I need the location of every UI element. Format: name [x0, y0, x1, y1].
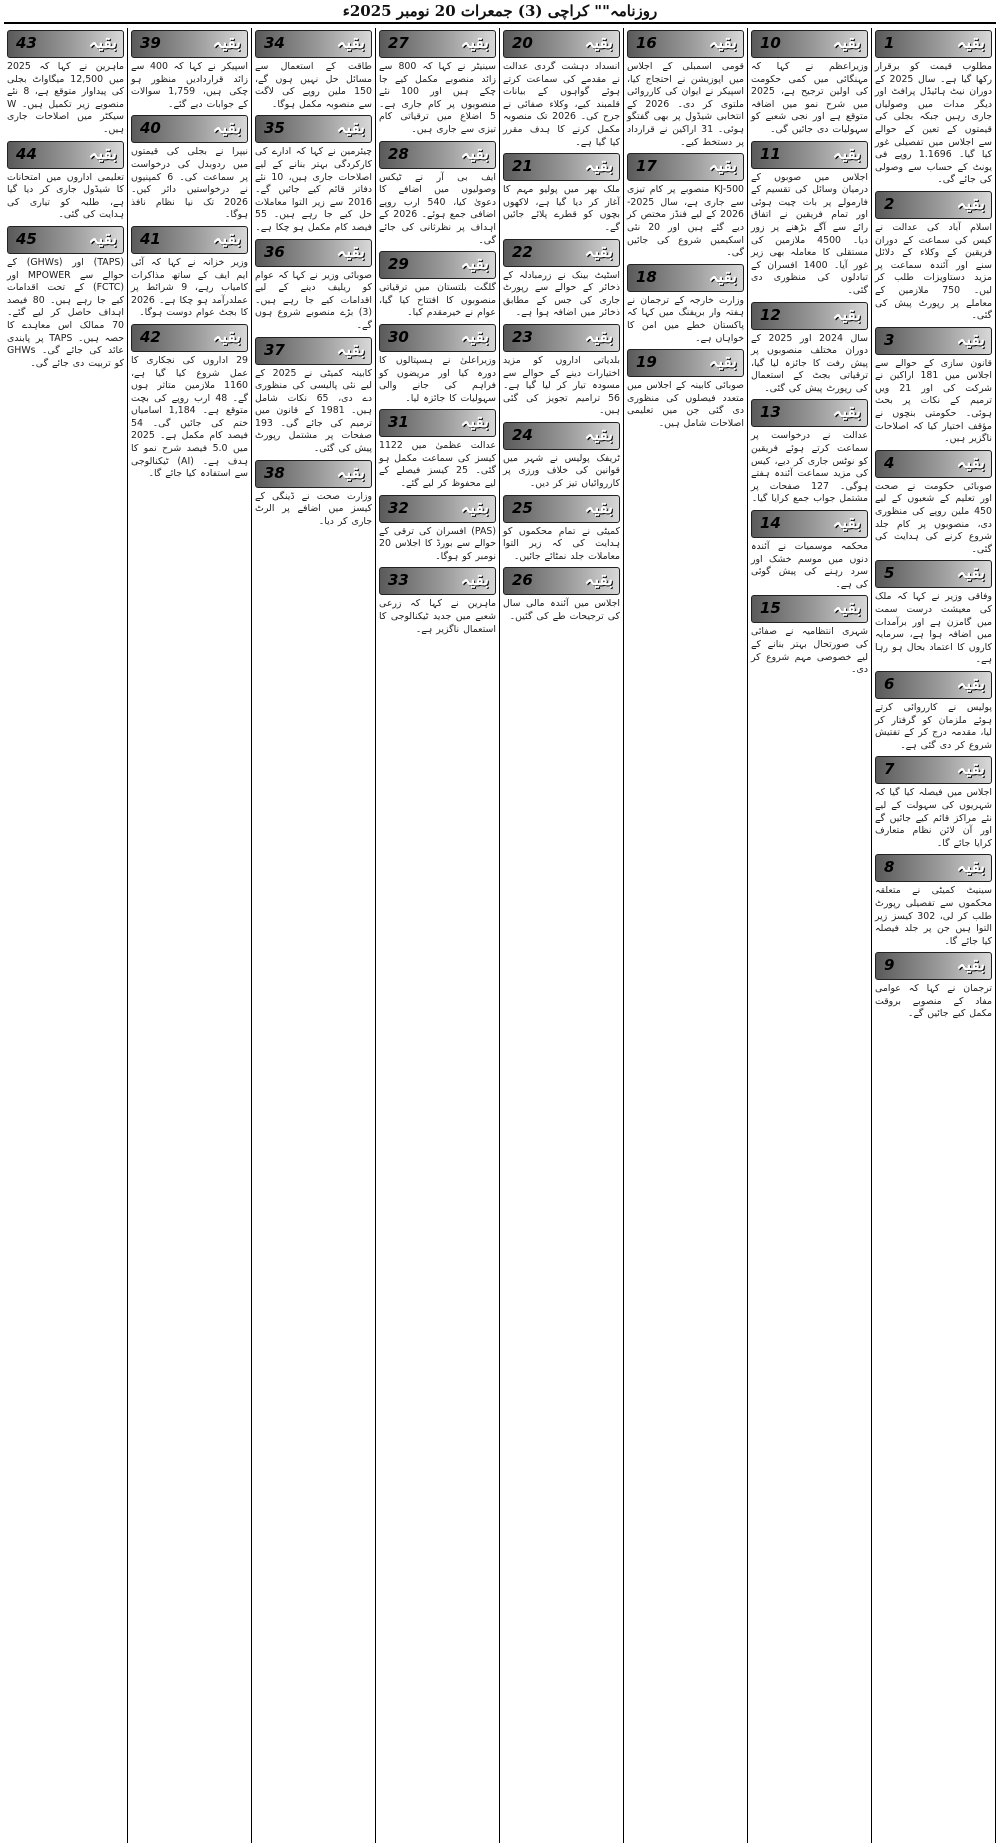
continuation-number: 25 [512, 498, 533, 517]
continuation-tag [503, 567, 620, 595]
continuation-label: بقیہ [956, 673, 985, 694]
continuation-label: بقیہ [584, 570, 613, 591]
continuation-number: 27 [388, 34, 409, 52]
continuation-number: 44 [16, 144, 37, 163]
continuation-text: قومی اسمبلی کے اجلاس میں اپوزیشن نے احتجاج کیا، اسپیکر نے ایوان کی کارروائی ملتوی کر دی۔ 2026 کے انتخابی شیڈول پر بھی گفتگو ہوئی۔ 31 اراکین نے قرارداد پر دستخط کیے۔ [627, 61, 745, 148]
continuation-text: اجلاس میں آئندہ مالی سال کی ترجیحات طے کی گئیں۔ [503, 598, 620, 623]
continuation-tag [379, 251, 496, 279]
continuation-text: صوبائی حکومت نے صحت اور تعلیم کے شعبوں کے لیے 450 ملین روپے کی منظوری دی، منصوبوں پر کام جلد شروع کرنے کی ہدایت کی گئی۔ [875, 480, 992, 555]
continuation-number: 6 [884, 674, 895, 693]
continuation-label: بقیہ [460, 326, 489, 347]
continuation-number: 3 [884, 330, 895, 349]
continuation-number: 11 [760, 144, 781, 163]
continuation-label: بقیہ [88, 143, 117, 164]
continuation-number: 45 [16, 229, 37, 248]
continuation-item [7, 141, 124, 222]
continuation-text: وزارت خارجہ کے ترجمان نے ہفتہ وار بریفنگ میں کہا کہ پاکستان خطے میں امن کا خواہاں ہے۔ [627, 294, 744, 344]
continuation-text: وفاقی وزیر نے کہا کہ ملک کی معیشت درست سمت میں گامزن ہے اور برآمدات میں اضافہ ہوا ہے، سرمایہ کاروں کا اعتماد بحال ہو رہا ہے۔ [875, 591, 992, 666]
continuation-item [131, 115, 248, 222]
continuation-text: طاقت کے استعمال سے مسائل حل نہیں ہوں گے، 150 ملین روپے کی لاگت سے منصوبہ مکمل ہوگا۔ [255, 61, 372, 110]
continuation-label: بقیہ [956, 759, 985, 780]
continuation-label: بقیہ [460, 254, 489, 275]
continuation-item [751, 510, 868, 591]
continuation-label: بقیہ [832, 598, 861, 619]
continuation-tag [627, 349, 744, 377]
continuation-item [875, 191, 992, 323]
continuation-label: بقیہ [212, 326, 241, 347]
continuation-item [379, 495, 496, 564]
continuation-item [627, 264, 744, 345]
continuation-number: 43 [16, 34, 37, 52]
continuation-item [503, 422, 620, 491]
continuation-number: 23 [512, 327, 533, 346]
continuation-label: بقیہ [584, 156, 613, 177]
continuation-label: بقیہ [212, 228, 241, 249]
continuation-text: اسٹیٹ بینک نے زرمبادلہ کے ذخائر کے حوالے سے رپورٹ جاری کی جس کے مطابق ذخائر میں اضافہ ہوا ہے۔ [503, 269, 620, 319]
column [127, 28, 251, 1843]
continuation-item [379, 567, 496, 636]
continuation-item [379, 30, 496, 137]
continuation-label: بقیہ [460, 412, 489, 433]
continuation-item [255, 460, 372, 529]
continuation-text: وزیر خزانہ نے کہا کہ آئی ایم ایف کے ساتھ مذاکرات کامیاب رہے، 9 شرائط پر عملدرآمد ہو چکا ہے۔ 2026 کا بجٹ عوام دوست ہوگا۔ [131, 256, 248, 319]
continuation-tag [131, 324, 248, 352]
continuation-text: کمیٹی نے تمام محکموں کو ہدایت کی کہ زیر التوا معاملات جلد نمٹائے جائیں۔ [503, 525, 620, 562]
continuation-text: نیپرا نے بجلی کی قیمتوں میں ردوبدل کی درخواست پر سماعت کی۔ 6 کمپنیوں نے درخواستیں دائر کیں۔ 2026 تک نیا نظام نافذ ہوگا۔ [131, 146, 248, 221]
continuation-text: اسپیکر نے کہا کہ 400 سے زائد قراردادیں منظور ہو چکی ہیں، 1,759 سوالات کے جوابات دیے گئے۔ [131, 61, 248, 110]
continuation-tag [255, 115, 372, 143]
continuation-number: 13 [760, 403, 781, 422]
continuation-label: بقیہ [460, 143, 489, 164]
continuation-number: 15 [760, 599, 781, 618]
continuation-text: ماہرین نے کہا کہ زرعی شعبے میں جدید ٹیکنالوجی کا استعمال ناگزیر ہے۔ [379, 598, 496, 635]
continuation-item [131, 226, 248, 320]
continuation-item [875, 952, 992, 1021]
continuation-text: چیئرمین نے کہا کہ ادارے کی کارکردگی بہتر بنانے کے لیے اصلاحات جاری ہیں، 10 نئے دفاتر قائم کیے جائیں گے۔ 2016 سے زیر التوا معاملات حل کیے جا رہے ہیں۔ 55 فیصد کام مکمل ہو چکا ہے۔ [255, 146, 372, 233]
continuation-text: قانون سازی کے حوالے سے اجلاس میں 181 اراکین نے شرکت کی اور 21 ویں ترمیم کے نکات پر بحث ہوئی۔ حکومتی بنچوں نے مؤقف اختیار کیا کہ اصلاحات ناگزیر ہیں۔ [875, 357, 992, 445]
continuation-tag [875, 854, 992, 882]
continuation-text: ماہرین نے کہا کہ 2025 میں 12,500 میگاواٹ بجلی کی پیداوار متوقع ہے، 8 نئے منصوبے زیر تکمیل ہیں۔ W سیکٹر میں اصلاحات جاری ہیں۔ [7, 61, 125, 135]
column [251, 28, 375, 1843]
continuation-label: بقیہ [956, 857, 985, 878]
continuation-tag [131, 115, 248, 143]
continuation-label: بقیہ [460, 33, 489, 53]
continuation-tag [131, 226, 248, 254]
continuation-item [379, 141, 496, 248]
continuation-label: بقیہ [584, 326, 613, 347]
continuation-text: پولیس نے کارروائی کرتے ہوئے ملزمان کو گرفتار کر لیا، مقدمہ درج کر کے تفتیش شروع کر دی گئی ہے۔ [875, 701, 992, 751]
continuation-label: بقیہ [956, 329, 985, 350]
continuation-label: بقیہ [212, 118, 241, 139]
continuation-item [7, 226, 124, 370]
continuation-tag [379, 567, 496, 595]
continuation-tag [875, 450, 992, 478]
continuation-item [131, 324, 248, 481]
continuation-item [875, 756, 992, 850]
continuation-label: بقیہ [88, 228, 117, 249]
continuation-item [503, 567, 620, 623]
continuation-item [627, 30, 744, 149]
continuation-label: بقیہ [584, 497, 613, 518]
continuation-label: بقیہ [584, 424, 613, 445]
continuation-label: بقیہ [956, 193, 985, 214]
continuation-text: محکمہ موسمیات نے آئندہ دنوں میں موسم خشک اور سرد رہنے کی پیش گوئی کی ہے۔ [751, 541, 868, 590]
continuation-text: ترجمان نے کہا کہ عوامی مفاد کے منصوبے بروقت مکمل کیے جائیں گے۔ [875, 983, 992, 1020]
continuation-item [875, 30, 992, 187]
continuation-item [751, 30, 868, 137]
continuation-item [255, 30, 372, 111]
continuation-number: 37 [264, 340, 285, 359]
continuation-item [875, 450, 992, 557]
continuation-number: 1 [884, 34, 895, 52]
continuation-number: 29 [388, 255, 409, 274]
column [4, 28, 127, 1843]
continuation-label: بقیہ [584, 33, 613, 53]
continuation-label: بقیہ [460, 497, 489, 518]
continuation-tag [255, 337, 372, 365]
continuation-tag [751, 30, 868, 58]
continuation-item [503, 30, 620, 149]
continuation-tag [255, 460, 372, 488]
continuation-label: بقیہ [832, 513, 861, 534]
continuation-item [751, 141, 868, 298]
continuation-text: صوبائی وزیر نے کہا کہ عوام کو ریلیف دینے کے لیے اقدامات کیے جا رہے ہیں۔ (3) بڑے منصوبے شروع ہوں گے۔ [255, 269, 372, 331]
column [375, 28, 499, 1843]
continuation-item [255, 239, 372, 333]
continuation-tag [379, 141, 496, 169]
continuation-item [875, 327, 992, 446]
continuation-tag [875, 30, 992, 58]
continuation-number: 7 [884, 760, 895, 779]
continuation-text: گلگت بلتستان میں ترقیاتی منصوبوں کا افتتاح کیا گیا، عوام نے خیرمقدم کیا۔ [379, 282, 496, 319]
continuation-text: اجلاس میں فیصلہ کیا گیا کہ شہریوں کی سہولت کے لیے نئے مراکز قائم کیے جائیں گے اور آن لائن نظام متعارف کرایا جائے گا۔ [875, 787, 992, 849]
continuation-item [503, 153, 620, 234]
continuation-label: بقیہ [336, 241, 365, 262]
continuation-number: 10 [760, 34, 781, 52]
continuation-label: بقیہ [584, 241, 613, 262]
continuation-number: 39 [140, 34, 161, 52]
continuation-number: 16 [636, 34, 657, 52]
continuation-text: سینیٹر نے کہا کہ 800 سے زائد منصوبے مکمل کیے جا چکے ہیں اور 100 نئے منصوبوں پر کام جاری ہے۔ 5 اضلاع میں ترقیاتی کام تیزی سے جاری ہیں۔ [379, 61, 496, 135]
continuation-label: بقیہ [708, 352, 737, 373]
continuation-number: 22 [512, 242, 533, 261]
continuation-number: 35 [264, 119, 285, 138]
continuation-number: 31 [388, 413, 409, 432]
continuation-item [379, 251, 496, 320]
continuation-label: بقیہ [832, 402, 861, 423]
continuation-text: سینیٹ کمیٹی نے متعلقہ محکموں سے تفصیلی رپورٹ طلب کر لی، 302 کیسز زیر التوا ہیں جن پر جلد فیصلہ کیا جائے گا۔ [875, 885, 992, 947]
continuation-tag [7, 226, 124, 254]
continuation-tag [627, 153, 744, 181]
continuation-text: KJ-500 منصوبے پر کام تیزی سے جاری ہے، سال 2025-2026 کے لیے فنڈز مختص کر دیے گئے ہیں اور 20 نئی اسکیمیں شروع کی جائیں گی۔ [627, 184, 745, 259]
continuation-text: ٹریفک پولیس نے شہر میں قوانین کی خلاف ورزی پر کارروائیاں تیز کر دیں۔ [503, 452, 620, 490]
continuation-label: بقیہ [956, 452, 985, 473]
continuation-tag [503, 422, 620, 450]
continuation-text: ملک بھر میں پولیو مہم کا آغاز کر دیا گیا ہے، لاکھوں بچوں کو قطرے پلائے جائیں گے۔ [503, 184, 620, 233]
continuation-item [7, 30, 124, 137]
continuation-tag [7, 30, 124, 58]
column [623, 28, 747, 1843]
continuation-item [255, 337, 372, 456]
continuation-tag [503, 324, 620, 352]
continuation-number: 8 [884, 858, 895, 877]
continuation-label: بقیہ [708, 266, 737, 287]
continuation-text: صوبائی کابینہ کے اجلاس میں متعدد فیصلوں کی منظوری دی گئی جن میں تعلیمی اصلاحات شامل ہیں۔ [627, 380, 744, 429]
continuation-number: 30 [388, 327, 409, 346]
continuation-text: (TAPS) اور (GHWs) کے حوالے سے MPOWER اور (FCTC) کے تحت اقدامات کیے جا رہے ہیں۔ 80 فیصد اہداف حاصل کر لیے گئے۔ 70 ممالک اس معاہدے کا حصہ ہیں۔ TAPS پر پابندی عائد کی جائے گی۔ GHWs کو تربیت دی جائے گی۔ [7, 256, 125, 369]
continuation-tag [503, 495, 620, 523]
continuation-tag [875, 327, 992, 355]
continuation-label: بقیہ [88, 33, 117, 53]
continuation-tag [131, 30, 248, 58]
continuation-text: 29 اداروں کی نجکاری کا عمل شروع کیا گیا ہے، 1160 ملازمین متاثر ہوں گے۔ 48 ارب روپے کی بچت متوقع ہے۔ 1,184 اسامیاں ختم کی جائیں گی۔ 54 فیصد کام مکمل ہے۔ 2025 میں 5.0 فیصد شرح نمو کا ہدف ہے۔ (AI) ٹیکنالوجی سے استفادہ کیا جائے گا۔ [131, 354, 249, 480]
continuation-label: بقیہ [336, 339, 365, 360]
continuation-text: سال 2024 اور 2025 کے دوران مختلف منصوبوں پر پیش رفت کا جائزہ لیا گیا، ترقیاتی بجٹ کے استعمال کی رپورٹ پیش کی گئی۔ [751, 332, 869, 394]
column [499, 28, 623, 1843]
continuation-number: 5 [884, 564, 895, 583]
continuation-item [875, 560, 992, 667]
continuation-label: بقیہ [336, 462, 365, 483]
continuation-tag [379, 30, 496, 58]
continuation-tag [379, 324, 496, 352]
column [871, 28, 996, 1843]
continuation-label: بقیہ [832, 33, 861, 53]
continuation-number: 18 [636, 267, 657, 286]
continuation-text: (PAS) افسران کی ترقی کے حوالے سے بورڈ کا اجلاس 20 نومبر کو ہوگا۔ [379, 525, 496, 562]
continuation-number: 34 [264, 34, 285, 52]
continuation-tag [379, 495, 496, 523]
continuation-number: 24 [512, 425, 533, 444]
continuation-tag [875, 671, 992, 699]
continuation-label: بقیہ [832, 143, 861, 164]
continuation-number: 9 [884, 956, 895, 975]
continuation-label: بقیہ [956, 955, 985, 976]
continuation-tag [503, 30, 620, 58]
continuation-label: بقیہ [212, 33, 241, 53]
continuation-tag [751, 399, 868, 427]
continuation-tag [751, 141, 868, 169]
continuation-text: وزیراعظم نے کہا کہ مہنگائی میں کمی حکومت کی اولین ترجیح ہے، 2025 میں شرح نمو میں اضافہ متوقع ہے اور نجی شعبے کو سہولیات دی جائیں گی۔ [751, 61, 868, 135]
continuation-text: شہری انتظامیہ نے صفائی کی صورتحال بہتر بنانے کے لیے خصوصی مہم شروع کر دی۔ [751, 626, 868, 676]
continuation-number: 28 [388, 144, 409, 163]
continuation-tag [255, 239, 372, 267]
continuation-text: وزارت صحت نے ڈینگی کے کیسز میں اضافے پر الرٹ جاری کر دیا۔ [255, 490, 372, 527]
continuation-label: بقیہ [956, 563, 985, 584]
continuation-label: بقیہ [336, 33, 365, 53]
continuation-item [627, 349, 744, 430]
continuation-number: 19 [636, 353, 657, 372]
continuation-text: عدالت عظمیٰ میں 1122 کیسز کی سماعت مکمل ہو گئی۔ 25 کیسز فیصلے کے لیے محفوظ کر لیے گئے۔ [379, 440, 496, 490]
continuation-item [503, 495, 620, 564]
continuation-text: تعلیمی اداروں میں امتحانات کا شیڈول جاری کر دیا گیا ہے، طلبہ کو تیاری کی ہدایت کی گئی۔ [7, 171, 124, 221]
continuation-item [751, 399, 868, 506]
continuation-number: 42 [140, 327, 161, 346]
continuation-text: کابینہ کمیٹی نے 2025 کے لیے نئی پالیسی کی منظوری دے دی، 65 نکات شامل ہیں۔ 1981 کے قانون میں ترمیم کی جائے گی۔ 193 صفحات پر مشتمل رپورٹ پیش کی گئی۔ [255, 367, 373, 455]
column [747, 28, 871, 1843]
continuation-tag [875, 191, 992, 219]
continuation-tag [627, 30, 744, 58]
continuation-item [379, 409, 496, 490]
continuation-label: بقیہ [956, 33, 985, 53]
continuation-number: 20 [512, 34, 533, 52]
continuation-tag [751, 302, 868, 330]
continuation-tag [875, 756, 992, 784]
masthead-dateline: روزنامہ"" کراچی (3) جمعرات 20 نومبر 2025ء [4, 0, 996, 24]
continuation-tag [751, 510, 868, 538]
continuation-tag [751, 595, 868, 623]
continuation-number: 26 [512, 571, 533, 590]
continuation-number: 21 [512, 157, 533, 176]
continuation-item [875, 671, 992, 752]
continuation-number: 36 [264, 242, 285, 261]
continuation-tag [503, 239, 620, 267]
continuation-tag [503, 153, 620, 181]
continuation-item [131, 30, 248, 111]
continuation-item [627, 153, 744, 260]
continuation-label: بقیہ [708, 33, 737, 53]
continuation-text: اجلاس میں صوبوں کے درمیان وسائل کی تقسیم کے فارمولے پر بات چیت ہوئی اور تمام فریقین نے اتفاق رائے سے آگے بڑھنے پر زور دیا۔ 4500 ملازمین کی مستقلی کا معاملہ بھی زیر غور آیا۔ 1400 افسران کے تبادلوں کی منظوری دی گئی۔ [751, 171, 868, 296]
continuation-text: وزیراعلیٰ نے ہسپتالوں کا دورہ کیا اور مریضوں کو فراہم کی جانے والی سہولیات کا جائزہ لیا۔ [379, 354, 496, 404]
continuation-item [751, 595, 868, 676]
continuation-text: انسداد دہشت گردی عدالت نے مقدمے کی سماعت کرتے ہوئے گواہوں کے بیانات قلمبند کیے، وکلاء صفائی نے جرح کی۔ 2026 تک منصوبہ مکمل کرنے کا ہدف مقرر کیا گیا ہے۔ [503, 61, 620, 148]
columns-container [4, 28, 996, 1843]
continuation-tag [875, 560, 992, 588]
continuation-label: بقیہ [708, 156, 737, 177]
continuation-number: 41 [140, 229, 161, 248]
continuation-tag [627, 264, 744, 292]
continuation-text: بلدیاتی اداروں کو مزید اختیارات دینے کے حوالے سے مسودہ تیار کر لیا گیا ہے۔ 56 ترامیم تجویز کی گئی ہیں۔ [503, 354, 620, 417]
continuation-text: عدالت نے درخواست پر سماعت کرتے ہوئے فریقین کو نوٹس جاری کر دیے، کیس کی مزید سماعت آئندہ ہفتے ہوگی۔ 127 صفحات پر مشتمل جواب جمع کرایا گیا۔ [751, 430, 868, 505]
continuation-number: 33 [388, 571, 409, 590]
continuation-number: 17 [636, 157, 657, 176]
continuation-item [751, 302, 868, 396]
continuation-number: 14 [760, 514, 781, 533]
continuation-item [503, 324, 620, 418]
continuation-number: 2 [884, 194, 895, 213]
continuation-item [503, 239, 620, 320]
continuation-item [875, 854, 992, 948]
continuation-item [379, 324, 496, 405]
continuation-tag [875, 952, 992, 980]
continuation-tag [7, 141, 124, 169]
continuation-item [255, 115, 372, 234]
continuation-text: اسلام آباد کی عدالت نے کیس کی سماعت کے دوران فریقین کے وکلاء کے دلائل سنے اور آئندہ سماعت پر مزید دستاویزات طلب کر لیں۔ 750 ملازمین کے معاملے پر رپورٹ پیش کی گئی۔ [875, 221, 993, 322]
continuation-tag [255, 30, 372, 58]
continuation-number: 32 [388, 498, 409, 517]
continuation-tag [379, 409, 496, 437]
continuation-number: 4 [884, 453, 895, 472]
continuation-label: بقیہ [336, 118, 365, 139]
continuation-number: 38 [264, 463, 285, 482]
continuation-label: بقیہ [832, 304, 861, 325]
continuation-text: مطلوب قیمت کو برقرار رکھا گیا ہے۔ سال 2025 کے دوران نیٹ ہائیڈل پرافٹ اور دیگر مدات میں وصولیاں جاری رہیں جبکہ بجلی کی قیمتوں کے تعین کے حوالے سے اجلاس میں تفصیلی غور کیا گیا۔ 1.1696 روپے فی یونٹ کے حساب سے وصولی کی جائے گی۔ [875, 61, 992, 186]
continuation-number: 12 [760, 305, 781, 324]
continuation-label: بقیہ [460, 570, 489, 591]
continuation-number: 40 [140, 119, 161, 138]
continuation-text: ایف بی آر نے ٹیکس وصولیوں میں اضافے کا دعویٰ کیا، 540 ارب روپے اضافی جمع ہوئے۔ 2026 کے اہداف پر نظرثانی کی جائے گی۔ [379, 171, 497, 246]
